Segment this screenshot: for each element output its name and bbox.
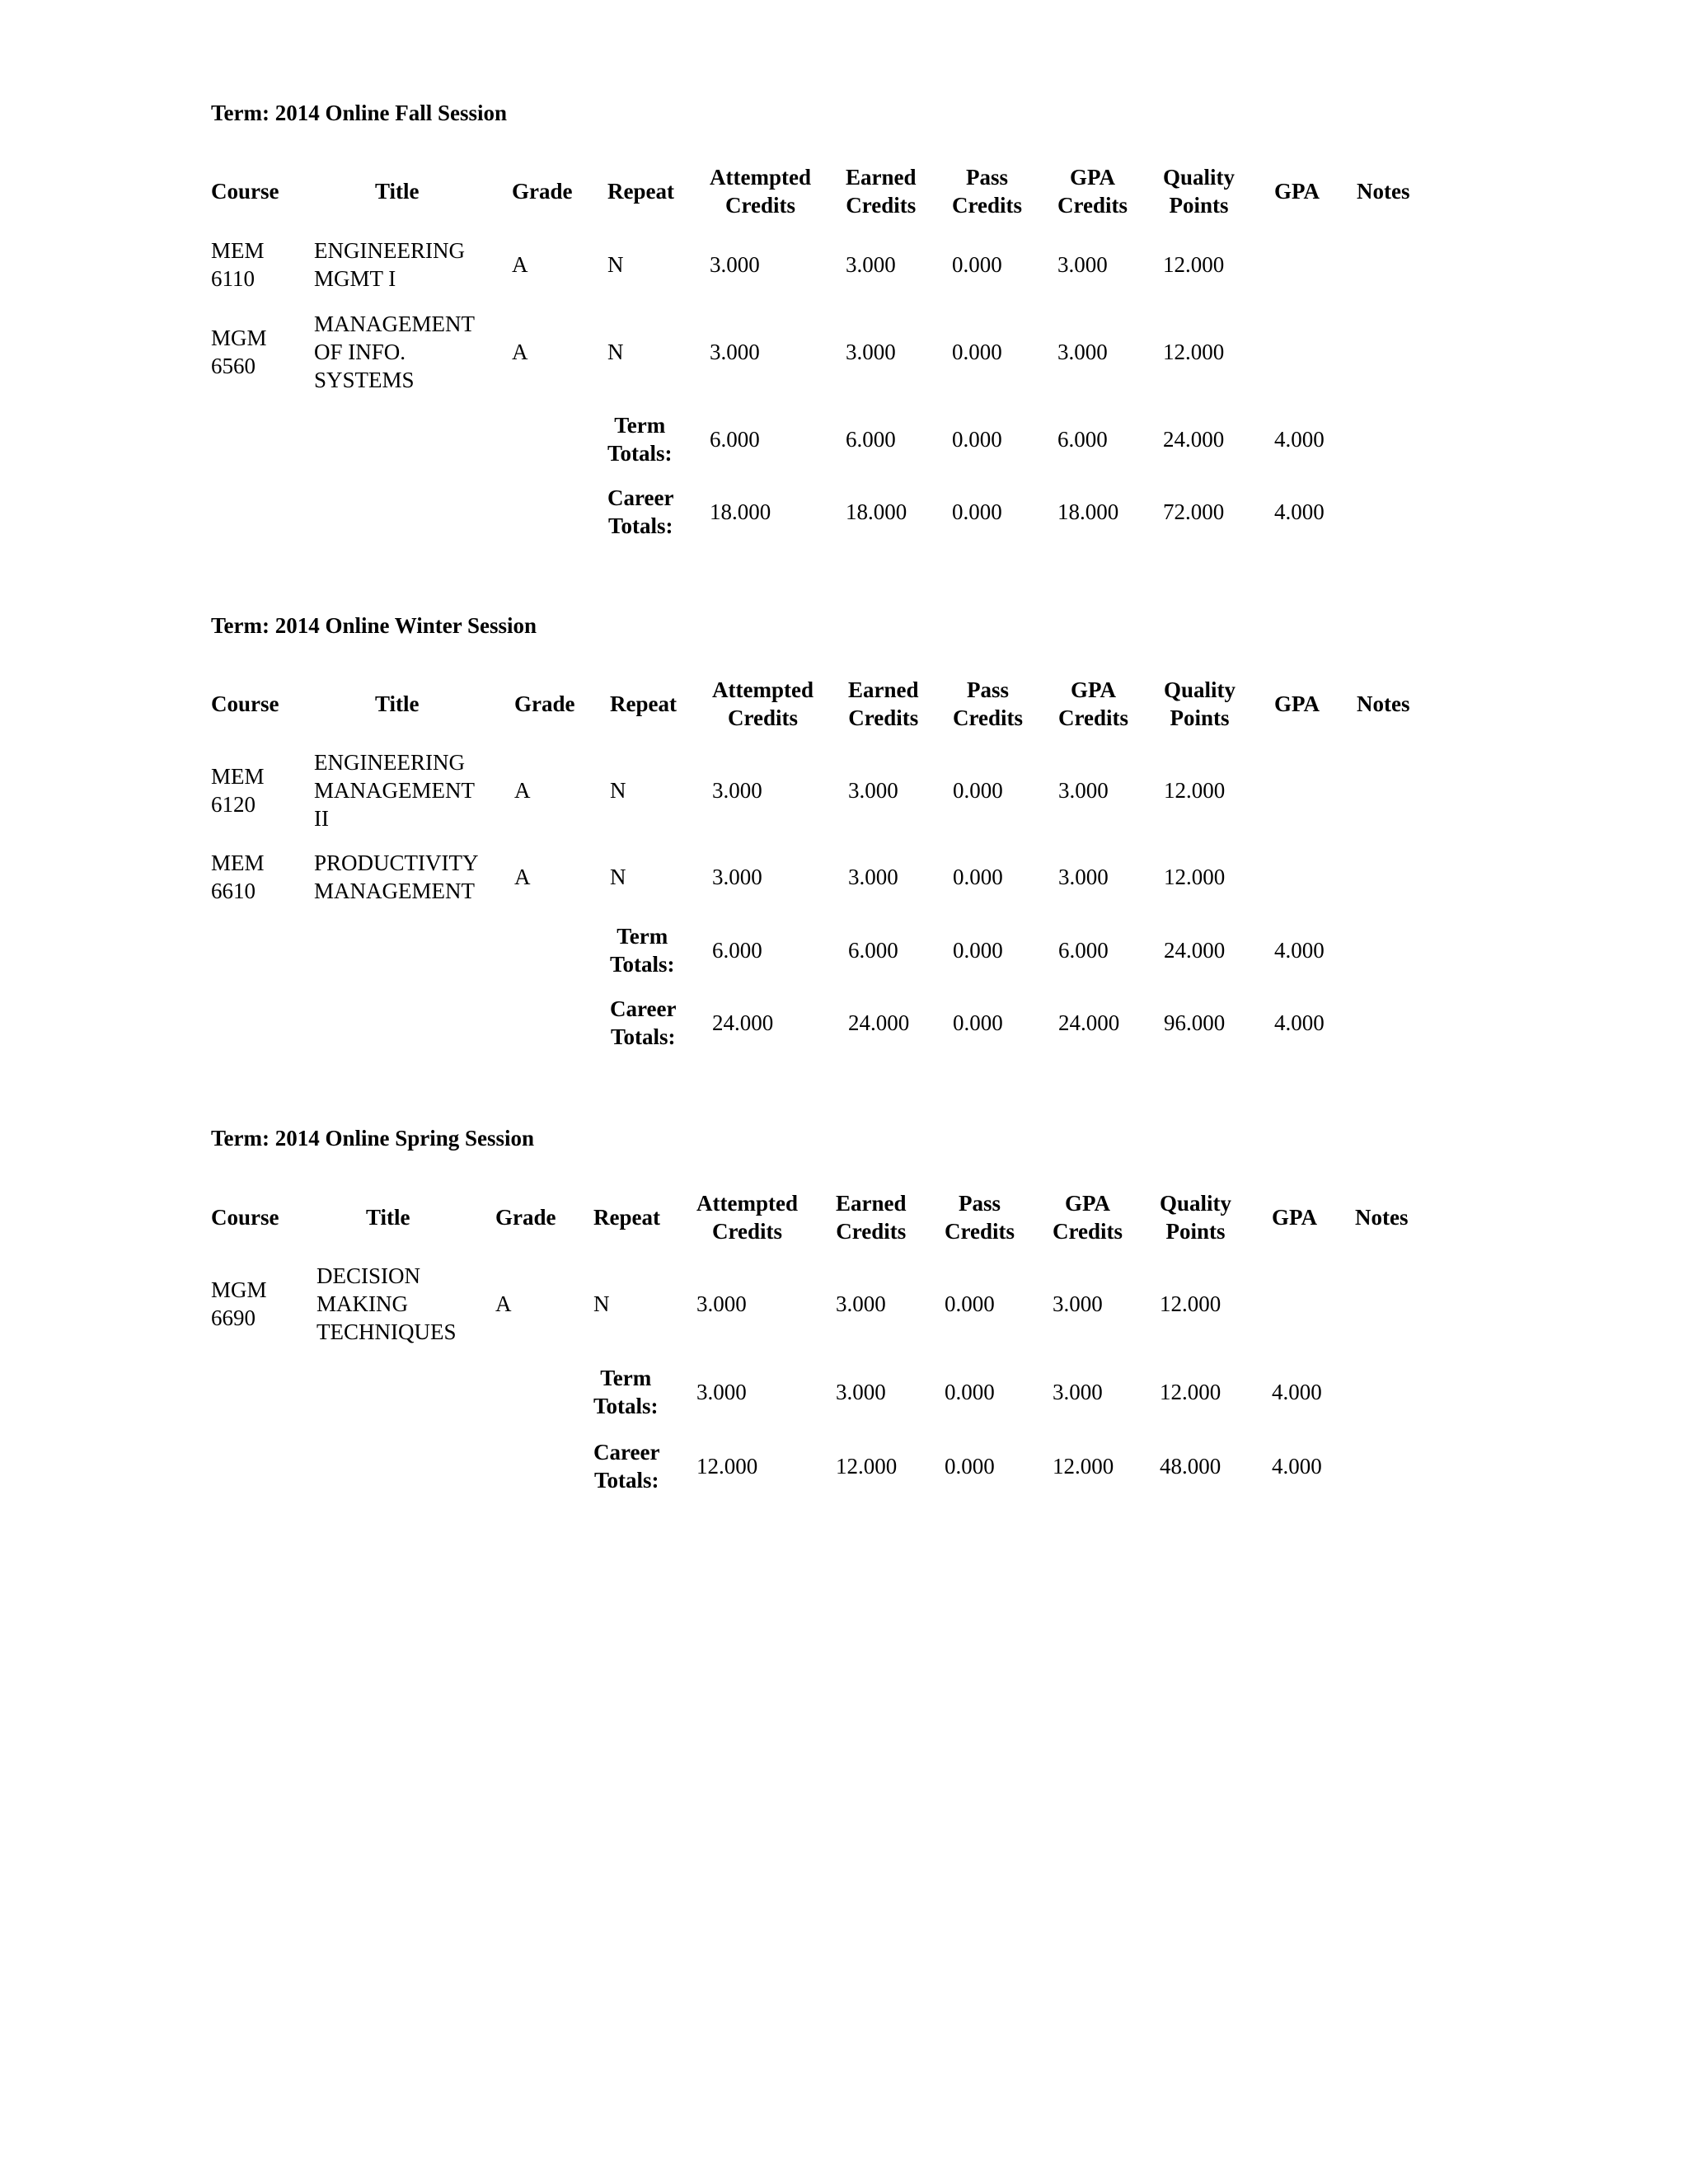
career-total-attempted: 12.000 [696, 1454, 758, 1479]
gpa-credits: 3.000 [1053, 1291, 1103, 1316]
course-grade: A [514, 778, 531, 803]
term-totals-label: Term Totals: [607, 413, 673, 466]
career-total-quality: 72.000 [1163, 499, 1225, 524]
course-code: MGM 6690 [211, 1277, 267, 1330]
col-header-earned-credits: Earned Credits [846, 165, 917, 218]
term-totals-label: Term Totals: [610, 924, 675, 977]
term-total-gpa: 4.000 [1274, 427, 1325, 452]
attempted-credits: 3.000 [712, 778, 762, 803]
quality-points: 12.000 [1164, 865, 1226, 889]
col-header-pass-credits: Pass Credits [953, 677, 1023, 730]
term-total-quality: 24.000 [1163, 427, 1225, 452]
attempted-credits: 3.000 [696, 1291, 747, 1316]
term-totals-label: Term Totals: [593, 1366, 659, 1418]
course-code: MEM 6110 [211, 238, 265, 291]
col-header-gpa: GPA [1274, 179, 1320, 204]
col-header-attempted-credits: Attempted Credits [710, 165, 811, 218]
earned-credits: 3.000 [836, 1291, 886, 1316]
col-header-earned-credits: Earned Credits [848, 677, 919, 730]
gpa-credits: 3.000 [1057, 252, 1108, 277]
col-header-earned-credits: Earned Credits [836, 1191, 907, 1244]
pass-credits: 0.000 [952, 252, 1002, 277]
quality-points: 12.000 [1160, 1291, 1221, 1316]
career-total-pass: 0.000 [953, 1010, 1003, 1035]
pass-credits: 0.000 [953, 865, 1003, 889]
gpa-credits: 3.000 [1058, 865, 1109, 889]
col-header-quality-points: Quality Points [1164, 677, 1236, 730]
term-total-earned: 6.000 [848, 938, 898, 963]
career-total-gpa-credits: 12.000 [1053, 1454, 1114, 1479]
earned-credits: 3.000 [846, 252, 896, 277]
course-grade: A [514, 865, 531, 889]
course-title: MANAGEMENT OF INFO. SYSTEMS [314, 312, 475, 392]
gpa-credits: 3.000 [1058, 778, 1109, 803]
career-total-earned: 18.000 [846, 499, 907, 524]
term-total-pass: 0.000 [945, 1380, 995, 1404]
course-repeat: N [610, 865, 626, 889]
col-header-title: Title [366, 1205, 410, 1230]
career-totals-label: Career Totals: [607, 485, 674, 538]
col-header-gpa: GPA [1274, 691, 1320, 716]
col-header-notes: Notes [1357, 691, 1410, 716]
col-header-pass-credits: Pass Credits [952, 165, 1022, 218]
attempted-credits: 3.000 [710, 252, 760, 277]
course-title: ENGINEERING MANAGEMENT II [314, 750, 475, 831]
col-header-grade: Grade [495, 1205, 556, 1230]
col-header-gpa-credits: GPA Credits [1053, 1191, 1123, 1244]
col-header-gpa: GPA [1272, 1205, 1317, 1230]
term-total-gpa-credits: 6.000 [1057, 427, 1108, 452]
course-title: ENGINEERING MGMT I [314, 238, 465, 291]
col-header-title: Title [375, 179, 420, 204]
pass-credits: 0.000 [952, 340, 1002, 364]
term-total-earned: 3.000 [836, 1380, 886, 1404]
pass-credits: 0.000 [953, 778, 1003, 803]
career-total-attempted: 18.000 [710, 499, 771, 524]
course-repeat: N [610, 778, 626, 803]
gpa-credits: 3.000 [1057, 340, 1108, 364]
course-grade: A [512, 252, 528, 277]
quality-points: 12.000 [1164, 778, 1226, 803]
term-total-gpa-credits: 3.000 [1053, 1380, 1103, 1404]
earned-credits: 3.000 [848, 865, 898, 889]
quality-points: 12.000 [1163, 340, 1225, 364]
course-repeat: N [607, 252, 624, 277]
term-heading: Term: 2014 Online Fall Session [211, 101, 508, 125]
course-code: MEM 6610 [211, 851, 265, 903]
career-totals-label: Career Totals: [593, 1440, 660, 1493]
career-total-pass: 0.000 [952, 499, 1002, 524]
term-total-gpa: 4.000 [1274, 938, 1325, 963]
col-header-notes: Notes [1355, 1205, 1409, 1230]
term-total-attempted: 6.000 [712, 938, 762, 963]
term-total-quality: 12.000 [1160, 1380, 1221, 1404]
term-total-quality: 24.000 [1164, 938, 1226, 963]
col-header-notes: Notes [1357, 179, 1410, 204]
career-total-gpa-credits: 24.000 [1058, 1010, 1120, 1035]
course-grade: A [495, 1291, 512, 1316]
term-total-gpa: 4.000 [1272, 1380, 1322, 1404]
term-total-attempted: 3.000 [696, 1380, 747, 1404]
col-header-quality-points: Quality Points [1163, 165, 1236, 218]
career-total-quality: 48.000 [1160, 1454, 1221, 1479]
pass-credits: 0.000 [945, 1291, 995, 1316]
col-header-grade: Grade [512, 179, 573, 204]
career-total-gpa-credits: 18.000 [1057, 499, 1119, 524]
course-repeat: N [607, 340, 624, 364]
term-total-gpa-credits: 6.000 [1058, 938, 1109, 963]
col-header-title: Title [375, 691, 420, 716]
career-total-attempted: 24.000 [712, 1010, 774, 1035]
col-header-course: Course [211, 1205, 279, 1230]
earned-credits: 3.000 [848, 778, 898, 803]
col-header-attempted-credits: Attempted Credits [696, 1191, 798, 1244]
col-header-grade: Grade [514, 691, 575, 716]
career-total-gpa: 4.000 [1272, 1454, 1322, 1479]
term-total-earned: 6.000 [846, 427, 896, 452]
term-heading: Term: 2014 Online Winter Session [211, 613, 537, 638]
attempted-credits: 3.000 [710, 340, 760, 364]
col-header-gpa-credits: GPA Credits [1058, 677, 1128, 730]
career-total-quality: 96.000 [1164, 1010, 1226, 1035]
term-total-pass: 0.000 [953, 938, 1003, 963]
term-total-attempted: 6.000 [710, 427, 760, 452]
career-total-gpa: 4.000 [1274, 1010, 1325, 1035]
career-total-earned: 12.000 [836, 1454, 898, 1479]
col-header-quality-points: Quality Points [1160, 1191, 1232, 1244]
col-header-pass-credits: Pass Credits [945, 1191, 1015, 1244]
course-code: MEM 6120 [211, 764, 265, 817]
col-header-repeat: Repeat [610, 691, 677, 716]
career-total-pass: 0.000 [945, 1454, 995, 1479]
course-grade: A [512, 340, 528, 364]
course-title: PRODUCTIVITY MANAGEMENT [314, 851, 479, 903]
earned-credits: 3.000 [846, 340, 896, 364]
col-header-course: Course [211, 691, 279, 716]
career-total-gpa: 4.000 [1274, 499, 1325, 524]
course-code: MGM 6560 [211, 326, 267, 378]
course-title: DECISION MAKING TECHNIQUES [316, 1263, 457, 1344]
col-header-repeat: Repeat [593, 1205, 660, 1230]
career-total-earned: 24.000 [848, 1010, 910, 1035]
col-header-course: Course [211, 179, 279, 204]
quality-points: 12.000 [1163, 252, 1225, 277]
col-header-gpa-credits: GPA Credits [1057, 165, 1128, 218]
course-repeat: N [593, 1291, 610, 1316]
col-header-repeat: Repeat [607, 179, 674, 204]
term-heading: Term: 2014 Online Spring Session [211, 1126, 535, 1151]
term-total-pass: 0.000 [952, 427, 1002, 452]
attempted-credits: 3.000 [712, 865, 762, 889]
col-header-attempted-credits: Attempted Credits [712, 677, 814, 730]
career-totals-label: Career Totals: [610, 996, 677, 1049]
